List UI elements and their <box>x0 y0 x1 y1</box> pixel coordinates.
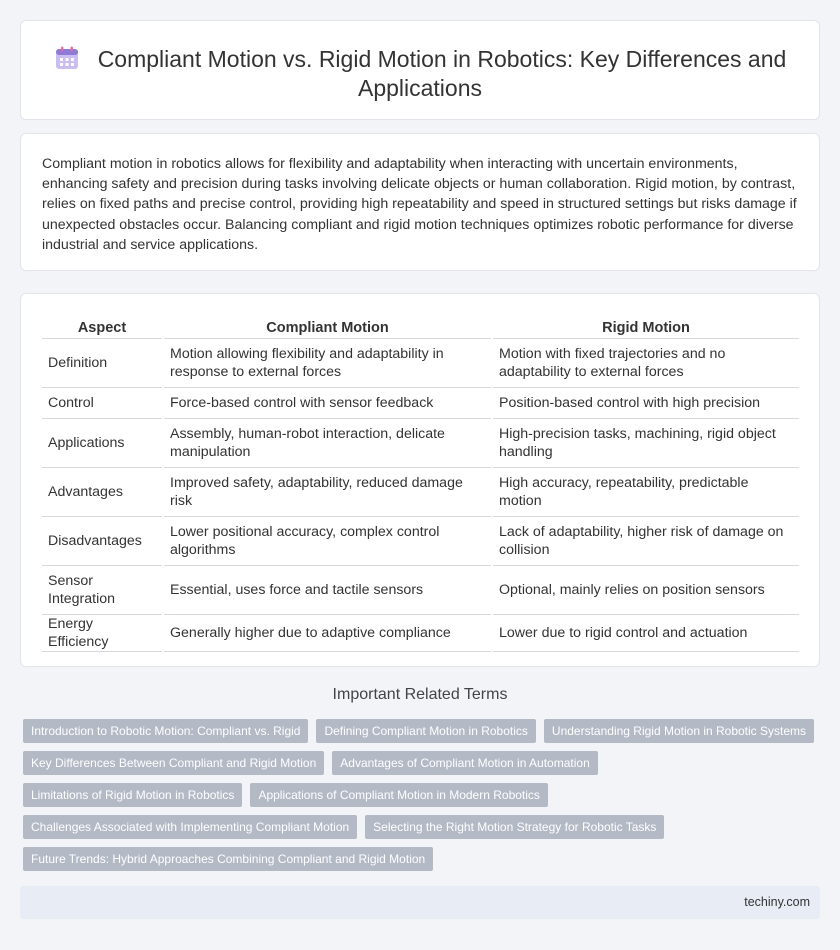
comparison-table <box>42 314 799 652</box>
rigid-cell: High-precision tasks, machining, rigid object handling <box>492 418 799 467</box>
table-row <box>42 418 799 467</box>
related-terms-title: Important Related Terms <box>332 686 508 703</box>
rigid-cell: Lower due to rigid control and actuation <box>492 614 799 651</box>
table-row <box>42 516 799 565</box>
table-row <box>42 467 799 516</box>
related-term-tag[interactable]: Understanding Rigid Motion in Robotic Systems <box>544 719 814 743</box>
header-compliant-motion: Compliant Motion <box>163 314 492 338</box>
header-aspect: Aspect <box>42 314 163 338</box>
compliant-cell: Generally higher due to adaptive compliance <box>163 614 492 651</box>
aspect-cell: Control <box>42 387 163 418</box>
related-terms-list <box>23 719 823 871</box>
intro-paragraph: Compliant motion in robotics allows for flexibility and adaptability when interacting with uncertain environments, enhancing safety and precision during tasks involving delicate objects or human collaboration. Rigid motion, by contrast, relies on fixed paths and precise control, providing high repeatability and speed in structured settings but risks damage if unexpected obstacles occur. Balancing compliant and rigid motion techniques optimizes robotic performance for diverse industrial and service applications. <box>42 156 797 253</box>
header-rigid-motion: Rigid Motion <box>492 314 799 338</box>
aspect-cell: Energy Efficiency <box>42 614 163 651</box>
compliant-cell: Lower positional accuracy, complex control algorithms <box>163 516 492 565</box>
aspect-cell: Disadvantages <box>42 516 163 565</box>
aspect-cell: Applications <box>42 418 163 467</box>
compliant-cell: Motion allowing flexibility and adaptability in response to external forces <box>163 338 492 387</box>
footer-bar <box>20 886 820 919</box>
related-term-tag[interactable]: Advantages of Compliant Motion in Automation <box>332 751 597 775</box>
related-term-tag[interactable]: Defining Compliant Motion in Robotics <box>316 719 535 743</box>
comparison-table-card <box>20 293 820 667</box>
related-term-tag[interactable]: Future Trends: Hybrid Approaches Combining Compliant and Rigid Motion <box>23 847 433 871</box>
rigid-cell: Motion with fixed trajectories and no adaptability to external forces <box>492 338 799 387</box>
page-title: Compliant Motion vs. Rigid Motion in Robotics: Key Differences and Applications <box>97 46 787 101</box>
footer-site-link[interactable]: techiny.com <box>744 895 810 909</box>
table-row <box>42 387 799 418</box>
table-row <box>42 565 799 614</box>
table-header-row <box>42 314 799 338</box>
rigid-cell: Lack of adaptability, higher risk of damage on collision <box>492 516 799 565</box>
table-row <box>42 338 799 387</box>
related-term-tag[interactable]: Selecting the Right Motion Strategy for Robotic Tasks <box>365 815 664 839</box>
intro-card <box>20 133 820 271</box>
rigid-cell: Optional, mainly relies on position sensors <box>492 565 799 614</box>
aspect-cell: Advantages <box>42 467 163 516</box>
related-term-tag[interactable]: Introduction to Robotic Motion: Compliant vs. Rigid <box>23 719 308 743</box>
header-card <box>20 20 820 120</box>
related-term-tag[interactable]: Limitations of Rigid Motion in Robotics <box>23 783 242 807</box>
page-title-wrap <box>21 45 819 103</box>
compliant-cell: Force-based control with sensor feedback <box>163 387 492 418</box>
compliant-cell: Essential, uses force and tactile sensors <box>163 565 492 614</box>
related-term-tag[interactable]: Applications of Compliant Motion in Modern Robotics <box>250 783 547 807</box>
compliant-cell: Assembly, human-robot interaction, delicate manipulation <box>163 418 492 467</box>
rigid-cell: Position-based control with high precision <box>492 387 799 418</box>
related-term-tag[interactable]: Key Differences Between Compliant and Rigid Motion <box>23 751 324 775</box>
aspect-cell: Sensor Integration <box>42 565 163 614</box>
rigid-cell: High accuracy, repeatability, predictable motion <box>492 467 799 516</box>
aspect-cell: Definition <box>42 338 163 387</box>
related-term-tag[interactable]: Challenges Associated with Implementing Compliant Motion <box>23 815 357 839</box>
table-row <box>42 614 799 651</box>
compliant-cell: Improved safety, adaptability, reduced damage risk <box>163 467 492 516</box>
calendar-grid-icon <box>54 45 80 71</box>
